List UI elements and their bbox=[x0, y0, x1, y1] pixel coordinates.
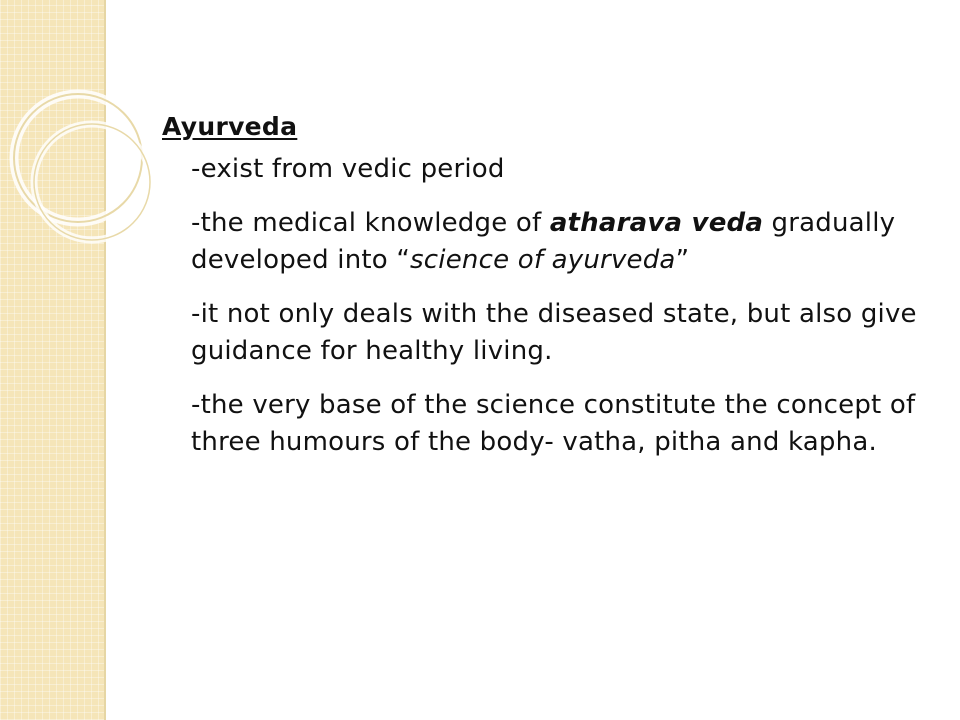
bullet-point-2-emphasis: atharava veda bbox=[549, 208, 764, 238]
bullet-point-2-after: ” bbox=[675, 245, 690, 275]
bullet-point-1: -exist from vedic period bbox=[191, 154, 505, 184]
bullet-point-2-before: -the medical knowledge of bbox=[191, 208, 550, 238]
bullet-point-3: -it not only deals with the diseased state, but also give guidance for healthy living. bbox=[191, 299, 917, 366]
bullet-point-2 bbox=[191, 205, 922, 279]
bullet-point-4: -the very base of the science constitute the concept of three humours of the body- vatha, pitha and kapha. bbox=[191, 390, 916, 457]
bullet-point-2-middle: gradually developed into “ bbox=[191, 208, 896, 275]
slide-title: Ayurveda bbox=[162, 112, 298, 141]
bullet-point-2-italic: science of ayurveda bbox=[410, 245, 676, 275]
slide-content bbox=[162, 112, 922, 478]
ring-decoration-icon bbox=[0, 0, 180, 260]
